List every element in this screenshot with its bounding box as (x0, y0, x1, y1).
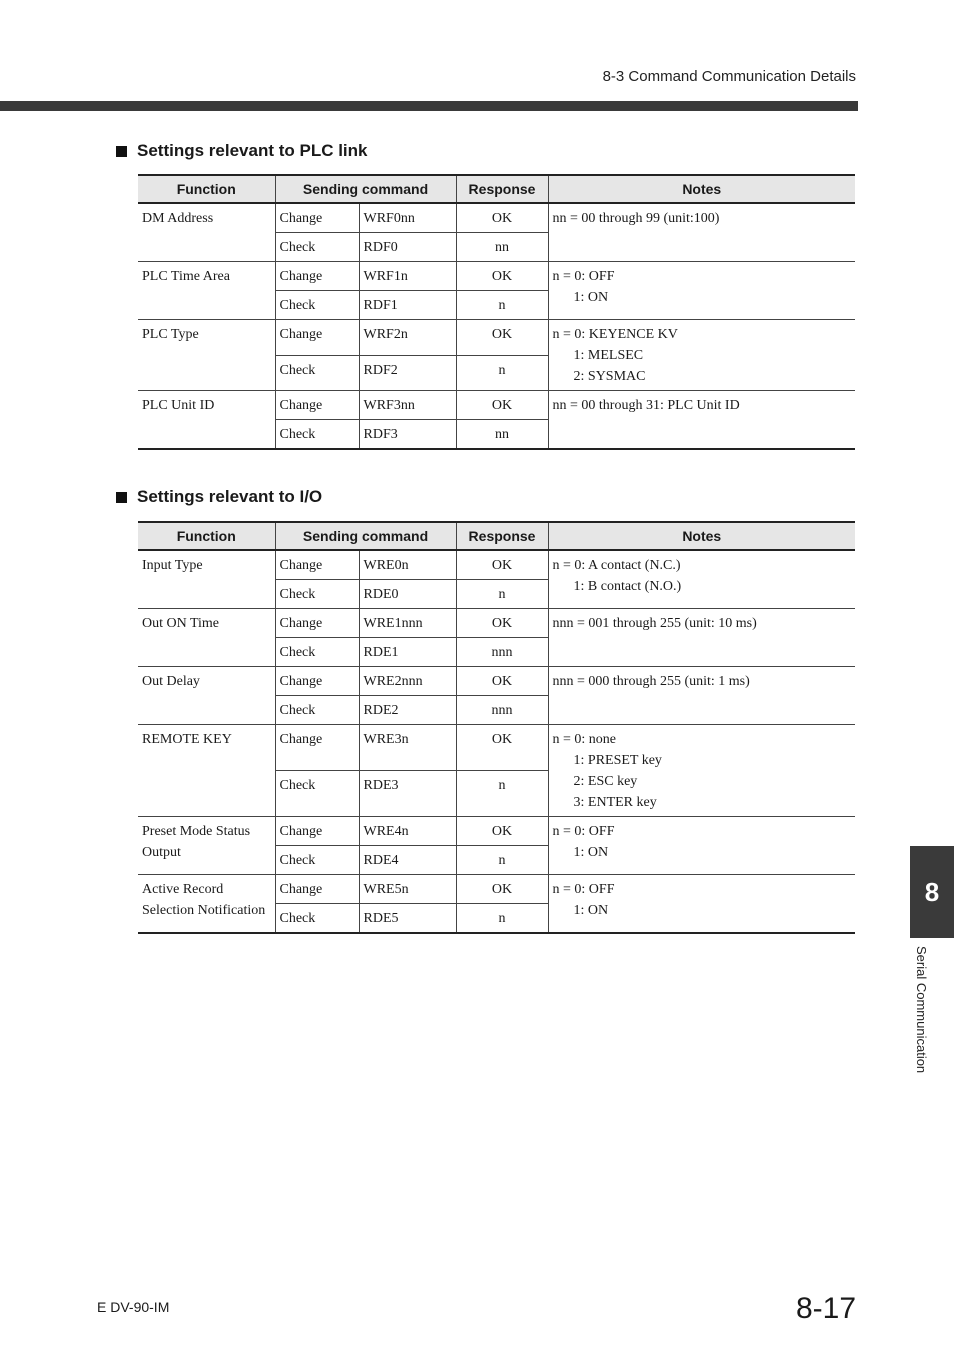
note-line: n = 0: OFF (552, 824, 615, 839)
chapter-tab (910, 846, 954, 938)
response-cell: OK (456, 550, 548, 580)
note-line: 1: ON (552, 845, 609, 860)
page-number: 8-17 (795, 1292, 856, 1325)
command-cell: WRE1nnn (359, 609, 456, 638)
note-line: 1: PRESET key (552, 753, 662, 768)
response-cell: OK (456, 817, 548, 846)
command-type-cell: Change (275, 609, 359, 638)
table-row (138, 609, 855, 638)
manual-code: E DV-90-IM (97, 1299, 170, 1315)
response-cell: n (456, 904, 548, 934)
response-cell: n (456, 580, 548, 609)
notes-cell (548, 203, 855, 262)
function-cell: REMOTE KEY (138, 725, 275, 817)
notes-cell (548, 262, 855, 320)
command-type-cell: Check (275, 420, 359, 450)
response-cell: n (456, 355, 548, 391)
command-cell: RDF0 (359, 233, 456, 262)
command-type-cell: Change (275, 320, 359, 356)
square-bullet-icon (116, 146, 127, 157)
response-cell: OK (456, 262, 548, 291)
table-row (138, 391, 855, 420)
col-header-sending-command: Sending command (275, 522, 456, 550)
command-type-cell: Check (275, 233, 359, 262)
response-cell: OK (456, 609, 548, 638)
io-settings-table (138, 521, 855, 934)
chapter-tab-label: Serial Communication (914, 946, 929, 1074)
col-header-function: Function (138, 522, 275, 550)
command-type-cell: Change (275, 391, 359, 420)
command-cell: WRF3nn (359, 391, 456, 420)
header-section-title: 8-3 Command Communication Details (602, 68, 856, 85)
col-header-function: Function (138, 175, 275, 203)
response-cell: nn (456, 420, 548, 450)
function-cell: Out ON Time (138, 609, 275, 667)
command-cell: WRE4n (359, 817, 456, 846)
response-cell: nn (456, 233, 548, 262)
table-row (138, 725, 855, 771)
command-type-cell: Check (275, 771, 359, 817)
command-type-cell: Change (275, 725, 359, 771)
response-cell: nnn (456, 696, 548, 725)
note-line: 2: ESC key (552, 774, 638, 789)
note-line: nn = 00 through 31: PLC Unit ID (552, 398, 740, 413)
chapter-number: 8 (924, 876, 940, 907)
note-line: 1: B contact (N.O.) (552, 579, 682, 594)
notes-cell (548, 667, 855, 725)
command-type-cell: Check (275, 904, 359, 934)
col-header-sending-command: Sending command (275, 175, 456, 203)
col-header-notes: Notes (548, 522, 855, 550)
note-line: n = 0: KEYENCE KV (552, 327, 678, 342)
table-header-row (138, 175, 855, 203)
function-cell: DM Address (138, 203, 275, 262)
command-cell: RDE5 (359, 904, 456, 934)
notes-cell (548, 817, 855, 875)
command-cell: RDF1 (359, 291, 456, 320)
table-row (138, 262, 855, 291)
response-cell: OK (456, 667, 548, 696)
command-type-cell: Change (275, 667, 359, 696)
command-cell: RDE4 (359, 846, 456, 875)
io-section-title: Settings relevant to I/O (137, 487, 323, 506)
note-line: nnn = 000 through 255 (unit: 1 ms) (552, 674, 750, 689)
io-section-heading (116, 487, 322, 507)
function-cell: Input Type (138, 550, 275, 609)
square-bullet-icon (116, 492, 127, 503)
command-cell: WRE5n (359, 875, 456, 904)
note-line: 1: ON (552, 290, 609, 305)
note-line: nn = 00 through 99 (unit:100) (552, 211, 720, 226)
note-line: 1: MELSEC (552, 348, 644, 363)
function-cell: Active Record Selection Notification (138, 875, 275, 934)
command-type-cell: Check (275, 638, 359, 667)
command-cell: WRE3n (359, 725, 456, 771)
note-line: 2: SYSMAC (552, 369, 646, 384)
command-type-cell: Check (275, 580, 359, 609)
command-cell: RDF3 (359, 420, 456, 450)
plc-settings-table (138, 174, 855, 450)
header-rule (0, 101, 858, 111)
response-cell: OK (456, 875, 548, 904)
notes-cell (548, 550, 855, 609)
function-cell: PLC Type (138, 320, 275, 391)
function-cell: PLC Unit ID (138, 391, 275, 450)
command-cell: WRF2n (359, 320, 456, 356)
notes-cell (548, 875, 855, 934)
table-header-row (138, 522, 855, 550)
command-cell: RDE3 (359, 771, 456, 817)
command-type-cell: Check (275, 696, 359, 725)
function-cell: PLC Time Area (138, 262, 275, 320)
table-row (138, 817, 855, 846)
notes-cell (548, 391, 855, 450)
response-cell: n (456, 771, 548, 817)
notes-cell (548, 320, 855, 391)
function-cell: Preset Mode Status Output (138, 817, 275, 875)
response-cell: n (456, 846, 548, 875)
note-line: n = 0: OFF (552, 882, 615, 897)
command-type-cell: Change (275, 875, 359, 904)
col-header-notes: Notes (548, 175, 855, 203)
note-line: 3: ENTER key (552, 795, 657, 810)
command-type-cell: Change (275, 203, 359, 233)
response-cell: nnn (456, 638, 548, 667)
response-cell: n (456, 291, 548, 320)
table-row (138, 550, 855, 580)
command-cell: RDE2 (359, 696, 456, 725)
notes-cell (548, 609, 855, 667)
function-cell: Out Delay (138, 667, 275, 725)
note-line: nnn = 001 through 255 (unit: 10 ms) (552, 616, 757, 631)
command-type-cell: Change (275, 817, 359, 846)
command-type-cell: Check (275, 291, 359, 320)
note-line: n = 0: A contact (N.C.) (552, 558, 681, 573)
table-row (138, 203, 855, 233)
command-type-cell: Change (275, 262, 359, 291)
plc-section-heading (116, 141, 368, 161)
notes-cell (548, 725, 855, 817)
command-cell: WRF0nn (359, 203, 456, 233)
response-cell: OK (456, 320, 548, 356)
command-cell: RDE1 (359, 638, 456, 667)
command-type-cell: Check (275, 846, 359, 875)
command-cell: RDF2 (359, 355, 456, 391)
command-cell: WRE2nnn (359, 667, 456, 696)
command-cell: WRE0n (359, 550, 456, 580)
response-cell: OK (456, 391, 548, 420)
note-line: 1: ON (552, 903, 609, 918)
col-header-response: Response (456, 522, 548, 550)
col-header-response: Response (456, 175, 548, 203)
plc-section-title: Settings relevant to PLC link (137, 141, 368, 160)
command-type-cell: Check (275, 355, 359, 391)
command-type-cell: Change (275, 550, 359, 580)
response-cell: OK (456, 203, 548, 233)
table-row (138, 320, 855, 356)
response-cell: OK (456, 725, 548, 771)
command-cell: WRF1n (359, 262, 456, 291)
table-row (138, 875, 855, 904)
command-cell: RDE0 (359, 580, 456, 609)
table-row (138, 667, 855, 696)
note-line: n = 0: OFF (552, 269, 615, 284)
note-line: n = 0: none (552, 732, 617, 747)
